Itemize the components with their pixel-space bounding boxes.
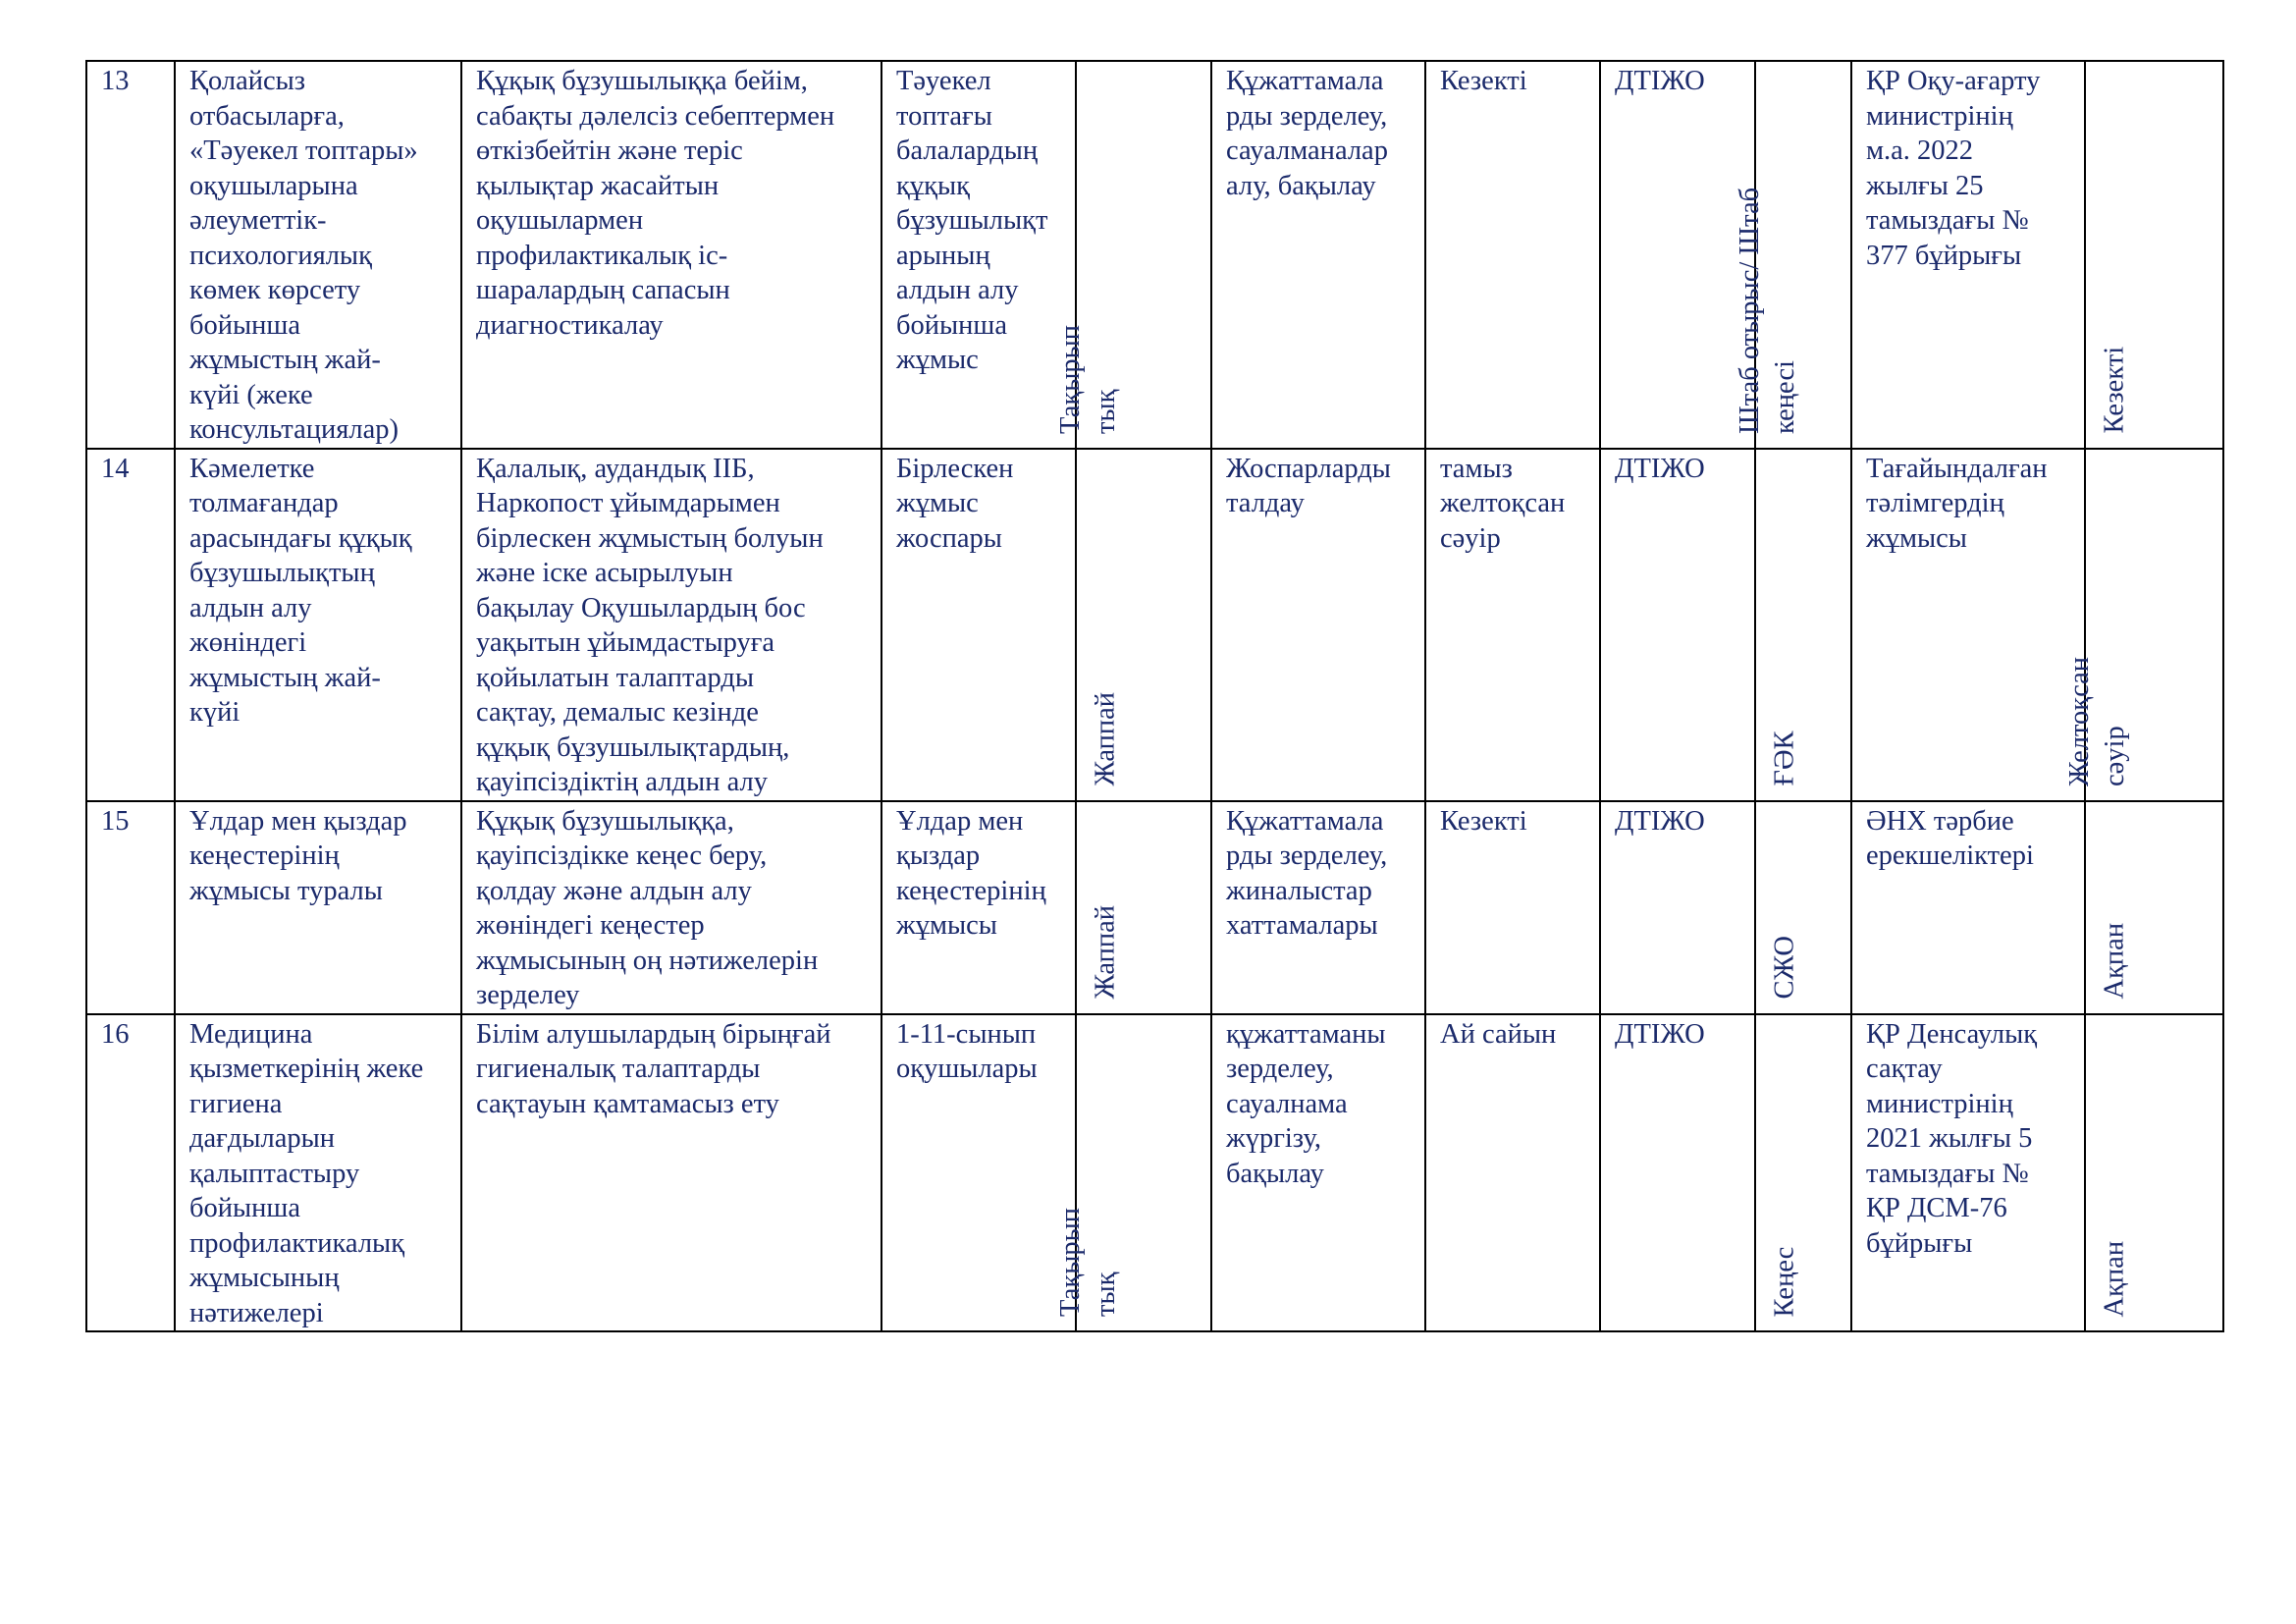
text-line: Штаб отырыс/ Штаб: [1735, 187, 1765, 434]
text-line: алдын алу: [896, 275, 1019, 305]
text-line: Ұлдар мен: [896, 805, 1024, 837]
text-line: Жоспарларды: [1226, 453, 1391, 484]
text-line: Медицина: [189, 1018, 313, 1050]
text-line: сәуір: [2099, 725, 2130, 786]
text-line: ДТІЖО: [1615, 1018, 1705, 1050]
control-method-cell: [1211, 1014, 1425, 1332]
text-line: бойынша: [189, 1193, 300, 1223]
text-line: Жаппай: [1090, 904, 1121, 1000]
text-line: желтоқсан: [1440, 488, 1566, 518]
text-line: психологиялық: [189, 240, 372, 271]
control-subject-cell: [175, 1014, 461, 1332]
text-line: тамыздағы №: [1866, 205, 2029, 236]
text-line: қойылатын талаптарды: [476, 662, 755, 693]
text-line: күйі (жеке: [189, 379, 313, 410]
row-number-cell: [86, 1014, 175, 1332]
text-line: Тақырып: [1055, 1208, 1086, 1317]
review-place-cell: [1735, 61, 1851, 449]
text-line: Кеңес: [1769, 1246, 1800, 1317]
text-line: гигиена: [189, 1088, 283, 1119]
vertical-text: [2098, 923, 2133, 1000]
row-number-cell: [86, 449, 175, 801]
text-line: сақтау: [1866, 1054, 1943, 1084]
text-line: бұйрығы: [1866, 1227, 1973, 1259]
text-line: рды зерделеу,: [1226, 840, 1388, 871]
row-number: 16: [101, 1018, 130, 1050]
text-line: жұмыс: [896, 345, 979, 375]
text-line: ӘНХ тәрбие: [1866, 805, 2014, 837]
text-line: профилактикалық іс-: [476, 240, 728, 271]
vertical-text: [2098, 1240, 2133, 1317]
text-line: бақылау: [1226, 1158, 1324, 1189]
text-line: жұмысы: [896, 910, 997, 941]
text-line: алу, бақылау: [1226, 170, 1376, 201]
control-type-cell: [1055, 61, 1211, 449]
text-line: тамыздағы №: [1866, 1158, 2029, 1189]
text-line: Кезекті: [1440, 66, 1527, 96]
row-number: 15: [101, 805, 130, 837]
text-line: ДТІЖО: [1615, 453, 1705, 484]
text-line: Құжаттамала: [1226, 805, 1384, 837]
row-number: 13: [101, 66, 130, 96]
text-line: 2021 жылғы 5: [1866, 1123, 2033, 1154]
responsible-cell: [1600, 449, 1755, 801]
vertical-text: [1053, 1208, 1123, 1317]
row-number-cell: [86, 61, 175, 449]
text-line: өткізбейтін және теріс: [476, 135, 743, 166]
table-row: [86, 1014, 2223, 1332]
text-line: Ақпан: [2099, 1240, 2130, 1317]
text-line: Тағайындалған: [1866, 453, 2048, 484]
text-line: қыздар: [896, 840, 981, 871]
vertical-text: [2062, 656, 2132, 785]
control-plan-table: [85, 60, 2224, 1332]
vertical-text: [1089, 905, 1124, 1000]
text-line: Тәуекел: [896, 66, 991, 96]
text-line: қылықтар жасайтын: [476, 170, 720, 201]
control-goal-cell: [461, 801, 881, 1014]
control-method-cell: [1211, 61, 1425, 449]
control-goal-cell: [461, 449, 881, 801]
text-line: оқушыларына: [189, 170, 358, 201]
text-line: Кезекті: [2099, 346, 2130, 434]
text-line: ДТІЖО: [1615, 66, 1705, 96]
text-line: диагностикалау: [476, 309, 664, 341]
text-line: жиналыстар: [1226, 875, 1372, 906]
text-line: тық: [1090, 1272, 1121, 1317]
text-line: Тақырып: [1055, 324, 1086, 434]
text-line: дағдыларын: [189, 1123, 336, 1154]
control-object-cell: [881, 61, 1076, 449]
text-line: нәтижелері: [189, 1297, 324, 1328]
vertical-text: [1733, 187, 1802, 433]
text-line: ҚР Денсаулық: [1866, 1018, 2038, 1050]
text-line: 1-11-сынып: [896, 1018, 1037, 1050]
text-line: уақытын ұйымдастыруға: [476, 627, 775, 658]
text-line: зерделеу,: [1226, 1054, 1334, 1084]
text-line: жұмысы туралы: [189, 875, 383, 906]
text-line: Құқық бұзушылыққа,: [476, 805, 734, 837]
review-place-cell: [1755, 801, 1851, 1014]
text-line: шаралардың сапасын: [476, 275, 730, 305]
text-line: қалыптастыру: [189, 1158, 360, 1189]
text-line: тәлімгердің: [1866, 488, 2004, 518]
text-line: бақылау Оқушылардың бос: [476, 592, 806, 623]
text-line: Білім алушылардың бірыңғай: [476, 1018, 831, 1050]
text-line: сауалманалар: [1226, 135, 1388, 166]
table-row: [86, 801, 2223, 1014]
text-line: тамыз: [1440, 453, 1513, 484]
text-line: қызметкерінің жеке: [189, 1054, 424, 1084]
text-line: Ай сайын: [1440, 1018, 1557, 1050]
control-type-cell: [1076, 801, 1211, 1014]
text-line: оқушылармен: [476, 205, 644, 236]
vertical-text: [1089, 692, 1124, 786]
legal-basis-cell: [1851, 61, 2085, 449]
text-line: сауалнама: [1226, 1088, 1348, 1119]
text-line: жұмыс: [896, 488, 979, 518]
text-line: жылғы 25: [1866, 170, 1984, 201]
text-line: бірлескен жұмыстың болуын: [476, 522, 824, 554]
legal-basis-cell: [1851, 801, 2085, 1014]
control-goal-cell: [461, 61, 881, 449]
text-line: ерекшеліктері: [1866, 840, 2034, 871]
table-row: [86, 61, 2223, 449]
text-line: алдын алу: [189, 592, 312, 623]
text-line: жұмысының оң нәтижелерін: [476, 945, 819, 976]
text-line: сабақты дәлелсіз себептермен: [476, 100, 835, 132]
review-place-cell: [1755, 449, 1851, 801]
legal-basis-cell: [1851, 449, 2085, 801]
text-line: балалардың: [896, 135, 1039, 166]
control-subject-cell: [175, 801, 461, 1014]
deadline-cell: [2064, 449, 2223, 801]
control-object-cell: [881, 801, 1076, 1014]
control-method-cell: [1211, 449, 1425, 801]
text-line: кеңесі: [1769, 359, 1800, 434]
vertical-text: [1768, 1246, 1803, 1317]
text-line: сақтауын қамтамасыз ету: [476, 1088, 779, 1119]
text-line: және іске асырылуын: [476, 558, 733, 588]
text-line: Жаппай: [1090, 691, 1121, 786]
text-line: зерделеу: [476, 980, 580, 1010]
deadline-cell: [2085, 61, 2223, 449]
vertical-text: [1768, 936, 1803, 999]
text-line: жұмыстың жай-: [189, 345, 381, 375]
text-line: Құқық бұзушылыққа бейім,: [476, 66, 808, 96]
text-line: құқық бұзушылықтардың,: [476, 731, 790, 763]
text-line: ДТІЖО: [1615, 805, 1705, 837]
text-line: Желтоқсан: [2064, 656, 2095, 786]
control-type-cell: [1055, 1014, 1211, 1332]
text-line: әлеуметтік-: [189, 205, 327, 236]
text-line: құқық: [896, 170, 970, 201]
text-line: сақтау, демалыс кезінде: [476, 697, 759, 728]
text-line: Қалалық, аудандық ІІБ,: [476, 453, 755, 484]
row-number-cell: [86, 801, 175, 1014]
text-line: қауіпсіздікке кеңес беру,: [476, 840, 768, 871]
text-line: отбасыларға,: [189, 100, 345, 132]
control-goal-cell: [461, 1014, 881, 1332]
text-line: жүргізу,: [1226, 1123, 1321, 1154]
legal-basis-cell: [1851, 1014, 2085, 1332]
text-line: Ақпан: [2099, 922, 2130, 1000]
control-period-cell: [1425, 801, 1600, 1014]
table-row: [86, 449, 2223, 801]
text-line: министрінің: [1866, 100, 2013, 132]
vertical-text: [2098, 347, 2133, 434]
text-line: консультациялар): [189, 414, 399, 445]
row-number: 14: [101, 453, 130, 484]
text-line: 377 бұйрығы: [1866, 240, 2022, 271]
text-line: бұзушылықтың: [189, 558, 375, 588]
text-line: Құжаттамала: [1226, 66, 1384, 96]
control-period-cell: [1425, 1014, 1600, 1332]
text-line: жөніндегі кеңестер: [476, 910, 705, 941]
review-place-cell: [1755, 1014, 1851, 1332]
text-line: арасындағы құқық: [189, 522, 412, 554]
control-period-cell: [1425, 61, 1600, 449]
text-line: ҒӘК: [1769, 731, 1800, 786]
deadline-cell: [2085, 1014, 2223, 1332]
control-subject-cell: [175, 449, 461, 801]
text-line: «Тәуекел топтары»: [189, 135, 418, 166]
text-line: оқушылары: [896, 1054, 1038, 1084]
text-line: топтағы: [896, 100, 992, 132]
text-line: министрінің: [1866, 1088, 2013, 1119]
vertical-text: [1053, 325, 1123, 434]
text-line: толмағандар: [189, 488, 339, 518]
responsible-cell: [1600, 1014, 1755, 1332]
text-line: жұмыстың жай-: [189, 662, 381, 693]
text-line: Бірлескен: [896, 453, 1014, 484]
text-line: арының: [896, 240, 990, 271]
text-line: Ұлдар мен қыздар: [189, 805, 407, 837]
text-line: профилактикалық: [189, 1227, 405, 1259]
text-line: Қолайсыз: [189, 66, 306, 96]
text-line: көмек көрсету: [189, 275, 361, 305]
text-line: кеңестерінің: [189, 840, 340, 871]
text-line: ҚР Оқу-ағарту: [1866, 66, 2041, 96]
text-line: күйі: [189, 697, 240, 728]
text-line: ҚР ДСМ-76: [1866, 1193, 2007, 1223]
text-line: жұмысы: [1866, 522, 1967, 554]
text-line: хаттамалары: [1226, 910, 1378, 941]
text-line: Кезекті: [1440, 805, 1527, 837]
text-line: талдау: [1226, 488, 1305, 518]
text-line: Кәмелетке: [189, 453, 315, 484]
text-line: жөніндегі: [189, 627, 307, 658]
vertical-text: [1768, 731, 1803, 785]
text-line: жұмысының: [189, 1263, 340, 1293]
text-line: бойынша: [896, 309, 1007, 341]
text-line: рды зерделеу,: [1226, 100, 1388, 132]
control-type-cell: [1076, 449, 1211, 801]
deadline-cell: [2085, 801, 2223, 1014]
responsible-cell: [1600, 801, 1755, 1014]
control-subject-cell: [175, 61, 461, 449]
text-line: гигиеналық талаптарды: [476, 1054, 761, 1084]
text-line: бойынша: [189, 309, 300, 341]
text-line: тық: [1090, 389, 1121, 434]
control-method-cell: [1211, 801, 1425, 1014]
text-line: құжаттаманы: [1226, 1018, 1386, 1050]
control-period-cell: [1425, 449, 1600, 801]
text-line: м.а. 2022: [1866, 135, 1974, 166]
text-line: Наркопост ұйымдарымен: [476, 488, 780, 518]
text-line: қолдау және алдын алу: [476, 875, 752, 906]
text-line: СЖО: [1769, 936, 1800, 1000]
control-object-cell: [881, 449, 1076, 801]
control-object-cell: [881, 1014, 1076, 1332]
text-line: кеңестерінің: [896, 875, 1046, 906]
text-line: сәуір: [1440, 522, 1501, 554]
text-line: жоспары: [896, 522, 1002, 554]
text-line: қауіпсіздіктің алдын алу: [476, 767, 768, 797]
text-line: бұзушылықт: [896, 205, 1048, 236]
